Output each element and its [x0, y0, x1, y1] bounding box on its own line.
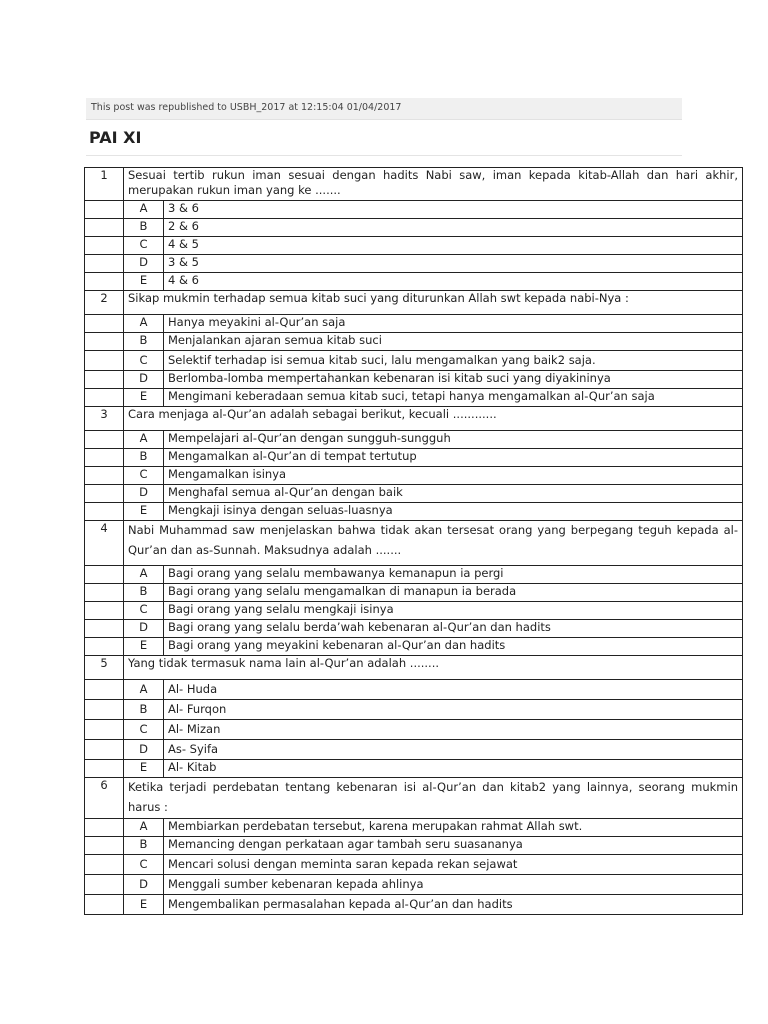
option-row	[85, 467, 743, 485]
option-text: 3 & 6	[164, 201, 743, 219]
option-letter: E	[124, 273, 164, 291]
option-letter: A	[124, 431, 164, 449]
option-letter: B	[124, 837, 164, 855]
question-text: Ketika terjadi perdebatan tentang kebenaran isi al-Qur’an dan kitab2 yang lainnya, seorang mukmin harus :	[124, 778, 743, 819]
question-number: 6	[85, 778, 124, 819]
option-row	[85, 485, 743, 503]
option-row	[85, 273, 743, 291]
option-row	[85, 566, 743, 584]
option-letter: A	[124, 680, 164, 700]
option-row	[85, 431, 743, 449]
option-letter: D	[124, 255, 164, 273]
option-letter: B	[124, 449, 164, 467]
page-title: PAI XI	[89, 128, 142, 147]
option-letter: E	[124, 503, 164, 521]
option-text: Mencari solusi dengan meminta saran kepada rekan sejawat	[164, 855, 743, 875]
option-text: Memancing dengan perkataan agar tambah seru suasananya	[164, 837, 743, 855]
option-row	[85, 201, 743, 219]
option-letter: A	[124, 566, 164, 584]
question-number: 5	[85, 656, 124, 680]
option-row	[85, 219, 743, 237]
option-row	[85, 389, 743, 407]
option-letter: D	[124, 740, 164, 760]
republish-notice: This post was republished to USBH_2017 at 12:15:04 01/04/2017	[86, 98, 682, 120]
option-letter: C	[124, 720, 164, 740]
option-text: Al- Furqon	[164, 700, 743, 720]
option-row	[85, 819, 743, 837]
question-row	[85, 168, 743, 201]
option-row	[85, 602, 743, 620]
option-letter: D	[124, 620, 164, 638]
option-row	[85, 620, 743, 638]
option-row	[85, 875, 743, 895]
question-text: Sesuai tertib rukun iman sesuai dengan hadits Nabi saw, iman kepada kitab-Allah dan hari akhir, merupakan rukun iman yang ke .......	[124, 168, 743, 201]
question-row	[85, 656, 743, 680]
option-row	[85, 255, 743, 273]
option-row	[85, 895, 743, 915]
option-letter: C	[124, 855, 164, 875]
question-text: Cara menjaga al-Qur’an adalah sebagai berikut, kecuali ............	[124, 407, 743, 431]
question-number: 2	[85, 291, 124, 315]
option-text: Bagi orang yang selalu mengamalkan di manapun ia berada	[164, 584, 743, 602]
question-row	[85, 291, 743, 315]
option-row	[85, 855, 743, 875]
option-letter: C	[124, 351, 164, 371]
option-text: Membiarkan perdebatan tersebut, karena merupakan rahmat Allah swt.	[164, 819, 743, 837]
quiz-table	[84, 167, 743, 915]
question-text: Yang tidak termasuk nama lain al-Qur’an adalah ........	[124, 656, 743, 680]
option-row	[85, 740, 743, 760]
option-row	[85, 333, 743, 351]
option-text: Mempelajari al-Qur’an dengan sungguh-sungguh	[164, 431, 743, 449]
option-row	[85, 315, 743, 333]
option-row	[85, 449, 743, 467]
question-number: 1	[85, 168, 124, 201]
option-text: Selektif terhadap isi semua kitab suci, lalu mengamalkan yang baik2 saja.	[164, 351, 743, 371]
question-number: 4	[85, 521, 124, 566]
option-text: 4 & 6	[164, 273, 743, 291]
option-text: Mengamalkan al-Qur’an di tempat tertutup	[164, 449, 743, 467]
option-letter: E	[124, 389, 164, 407]
option-letter: B	[124, 584, 164, 602]
option-text: Bagi orang yang selalu mengkaji isinya	[164, 602, 743, 620]
option-letter: C	[124, 467, 164, 485]
option-row	[85, 760, 743, 778]
option-row	[85, 837, 743, 855]
title-divider	[86, 155, 682, 156]
question-text: Sikap mukmin terhadap semua kitab suci yang diturunkan Allah swt kepada nabi-Nya :	[124, 291, 743, 315]
option-row	[85, 638, 743, 656]
option-letter: A	[124, 315, 164, 333]
option-letter: B	[124, 333, 164, 351]
option-row	[85, 700, 743, 720]
question-number: 3	[85, 407, 124, 431]
option-text: Mengembalikan permasalahan kepada al-Qur’an dan hadits	[164, 895, 743, 915]
option-letter: D	[124, 485, 164, 503]
option-letter: E	[124, 760, 164, 778]
option-text: Al- Huda	[164, 680, 743, 700]
option-row	[85, 237, 743, 255]
option-text: Al- Kitab	[164, 760, 743, 778]
option-text: Mengkaji isinya dengan seluas-luasnya	[164, 503, 743, 521]
option-text: Mengimani keberadaan semua kitab suci, tetapi hanya mengamalkan al-Qur’an saja	[164, 389, 743, 407]
question-row	[85, 778, 743, 819]
option-letter: B	[124, 219, 164, 237]
option-text: 3 & 5	[164, 255, 743, 273]
option-row	[85, 680, 743, 700]
option-text: Mengamalkan isinya	[164, 467, 743, 485]
option-text: Al- Mizan	[164, 720, 743, 740]
option-letter: D	[124, 371, 164, 389]
option-text: Berlomba-lomba mempertahankan kebenaran isi kitab suci yang diyakininya	[164, 371, 743, 389]
option-text: As- Syifa	[164, 740, 743, 760]
option-letter: A	[124, 819, 164, 837]
option-text: Hanya meyakini al-Qur’an saja	[164, 315, 743, 333]
option-letter: C	[124, 602, 164, 620]
option-letter: E	[124, 895, 164, 915]
option-row	[85, 720, 743, 740]
option-text: Bagi orang yang selalu berda’wah kebenaran al-Qur’an dan hadits	[164, 620, 743, 638]
question-row	[85, 521, 743, 566]
question-row	[85, 407, 743, 431]
option-text: Menggali sumber kebenaran kepada ahlinya	[164, 875, 743, 895]
option-text: Menghafal semua al-Qur’an dengan baik	[164, 485, 743, 503]
question-text: Nabi Muhammad saw menjelaskan bahwa tidak akan tersesat orang yang berpegang teguh kepada al-Qur’an dan as-Sunnah. Maksudnya adalah .......	[124, 521, 743, 566]
option-text: Bagi orang yang selalu membawanya kemanapun ia pergi	[164, 566, 743, 584]
option-row	[85, 351, 743, 371]
option-letter: C	[124, 237, 164, 255]
option-letter: B	[124, 700, 164, 720]
option-row	[85, 371, 743, 389]
option-letter: A	[124, 201, 164, 219]
option-text: Bagi orang yang meyakini kebenaran al-Qur’an dan hadits	[164, 638, 743, 656]
option-row	[85, 503, 743, 521]
option-row	[85, 584, 743, 602]
option-text: 4 & 5	[164, 237, 743, 255]
option-text: 2 & 6	[164, 219, 743, 237]
option-text: Menjalankan ajaran semua kitab suci	[164, 333, 743, 351]
option-letter: D	[124, 875, 164, 895]
option-letter: E	[124, 638, 164, 656]
